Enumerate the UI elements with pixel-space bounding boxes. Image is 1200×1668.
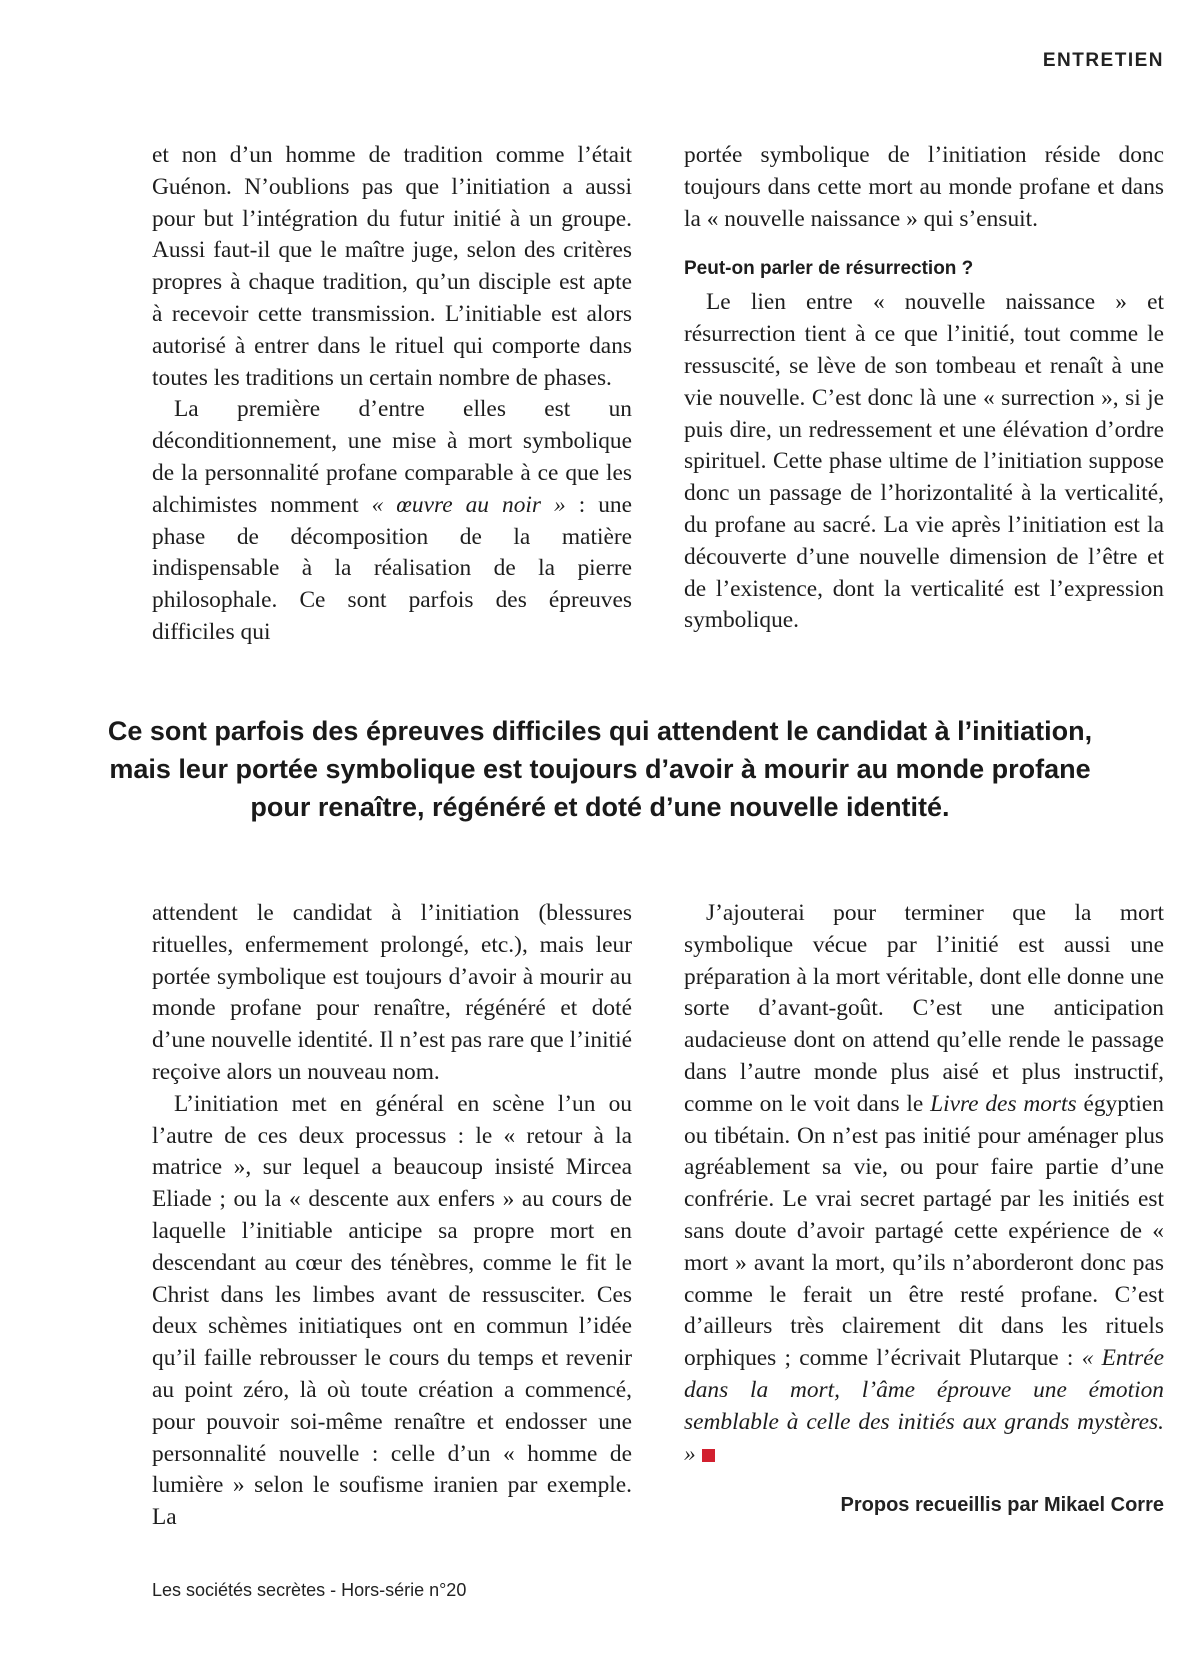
paragraph: L’initiation met en général en scène l’un ou l’autre de ces deux processus : le « retour à la matrice », sur lequel a beaucoup insisté Mircea Eliade ; ou la « descente aux enfers » au cours de laquelle l’initiable anticipe sa propre mort en descendant au cœur des ténèbres, comme le fit le Christ dans les limbes avant de ressusciter. Ces deux schèmes initiatiques ont en commun l’idée qu’il faille rebrousser le cours du temps et revenir au point zéro, là où toute création a commencé, pour pouvoir soi-même renaître et endosser une personnalité nouvelle : celle d’un « homme de lumière » selon le soufisme iranien par exemple. La: [152, 1090, 632, 1531]
section-header: ENTRETIEN: [1042, 50, 1164, 71]
interview-credit: Propos recueillis par Mikael Corre: [840, 1494, 1164, 1516]
pull-quote-line: Ce sont parfois des épreuves difficiles qui attendent le candidat à l’initiation,: [107, 716, 1093, 746]
paragraph: [152, 394, 632, 648]
column-top-right: [684, 140, 1164, 637]
end-of-article-square-icon: [702, 1449, 715, 1462]
text-run: : une phase de décomposition de la matière indispensable à la réalisation de la pierre philosophale. Ce sont parfois des épreuves difficiles qui: [152, 491, 632, 645]
italic-title: Livre des morts: [930, 1090, 1077, 1117]
pull-quote-line: pour renaître, régénéré et doté d’une nouvelle identité.: [250, 792, 950, 822]
paragraph: Le lien entre « nouvelle naissance » et résurrection tient à ce que l’initié, tout comme le ressuscité, se lève de son tombeau et renaît à une vie nouvelle. C’est donc là une « surrection », si je puis dire, un redressement et une élévation d’ordre spirituel. Cette phase ultime de l’initiation suppose donc un passage de l’horizontalité à la verticalité, du profane au sacré. La vie après l’initiation est la découverte d’une nouvelle dimension de l’être et de l’existence, dont la verticalité est l’expression symbolique.: [684, 289, 1164, 634]
paragraph: et non d’un homme de tradition comme l’était Guénon. N’oublions pas que l’initiation a aussi pour but l’intégration du futur initié à un groupe. Aussi faut-il que le maître juge, selon des critères propres à chaque tradition, qu’un disciple est apte à recevoir cette transmission. L’initiable est alors autorisé à entrer dans le rituel qui comporte dans toutes les traditions un certain nombre de phases.: [152, 142, 632, 391]
paragraph: attendent le candidat à l’initiation (blessures rituelles, enfermement prolongé, etc.), mais leur portée symbolique est toujours d’avoir à mourir au monde profane pour renaître, régénéré et doté d’une nouvelle identité. Il n’est pas rare que l’initié reçoive alors un nouveau nom.: [152, 900, 632, 1085]
text-run: égyptien ou tibétain. On n’est pas initié pour aménager plus agréablement sa vie, ou pour faire partie d’une confrérie. Le vrai secret partagé par les initiés est sans doute d’avoir partagé cette expérience de « mort » avant la mort, qu’ils n’aborderont donc pas comme le ferait un être resté profane. C’est d’ailleurs très clairement dit dans les rituels orphiques ; comme l’écrivait Plutarque :: [684, 1090, 1164, 1372]
column-bottom-left: [152, 898, 632, 1534]
pull-quote: [60, 712, 1140, 826]
question-subhead: Peut-on parler de résurrection ?: [684, 258, 974, 280]
paragraph: [684, 898, 1164, 1470]
text-run: La première d’entre elles est un déconditionnement, une mise à mort symbolique de la personnalité profane comparable à ce que les alchimistes nomment: [152, 396, 632, 518]
italic-term: « œuvre au noir »: [371, 491, 566, 518]
column-top-left: [152, 140, 632, 649]
column-bottom-right: [684, 898, 1164, 1470]
italic-quote: « Entrée dans la mort, l’âme éprouve une émotion semblable à celle des initiés aux grands mystères. »: [684, 1345, 1164, 1467]
text-run: J’ajouterai pour terminer que la mort symbolique vécue par l’initié est aussi une préparation à la mort véritable, dont elle donne une sorte d’avant-goût. C’est une anticipation audacieuse dont on attend qu’elle rende le passage dans l’autre monde plus aisé et plus instructif, comme on le voit dans le: [684, 900, 1164, 1117]
page-footer: Les sociétés secrètes - Hors-série n°20: [152, 1580, 467, 1600]
pull-quote-line: mais leur portée symbolique est toujours d’avoir à mourir au monde profane: [109, 754, 1091, 784]
paragraph: portée symbolique de l’initiation réside donc toujours dans cette mort au monde profane et dans la « nouvelle naissance » qui s’ensuit.: [684, 142, 1164, 232]
